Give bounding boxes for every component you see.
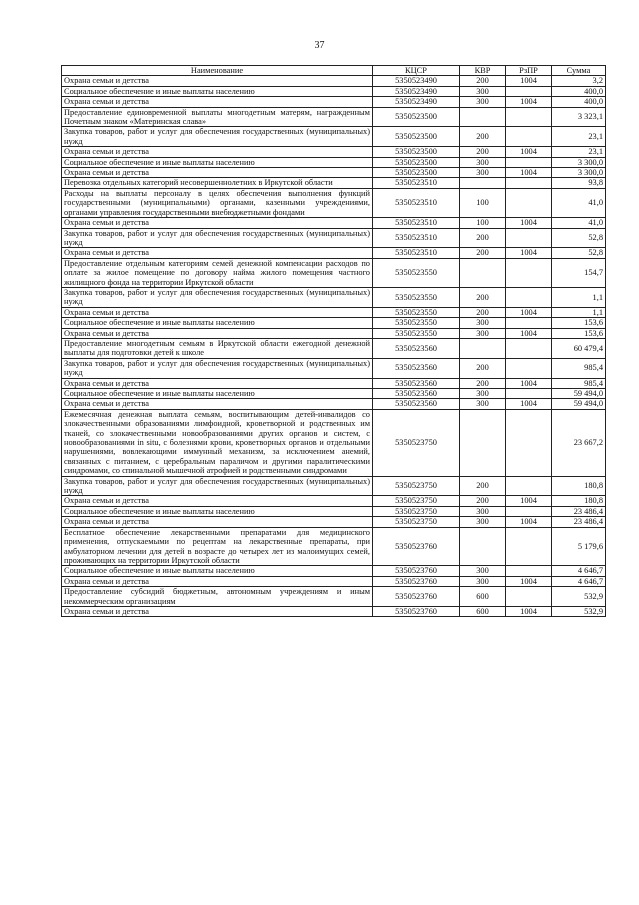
table-row [62,157,606,167]
cell-rzpr [506,86,552,96]
cell-name: Предоставление субсидий бюджетным, автономным учреждениям и иным некоммерческим организациям [62,587,373,607]
cell-kvr: 200 [460,76,506,86]
cell-name: Социальное обеспечение и иные выплаты населению [62,389,373,399]
cell-kvr: 100 [460,188,506,217]
cell-kvr: 300 [460,318,506,328]
cell-rzpr [506,178,552,188]
cell-sum: 400,0 [552,97,606,107]
cell-rzpr: 1004 [506,378,552,388]
cell-sum: 59 494,0 [552,389,606,399]
cell-kvr: 100 [460,218,506,228]
cell-sum: 5 179,6 [552,527,606,566]
table-row [62,506,606,516]
cell-kvr [460,178,506,188]
cell-kvr: 200 [460,228,506,248]
cell-name: Охрана семьи и детства [62,168,373,178]
cell-rzpr [506,107,552,127]
cell-kvr: 200 [460,307,506,317]
cell-rzpr [506,157,552,167]
table-row [62,496,606,506]
cell-name: Охрана семьи и детства [62,496,373,506]
cell-name: Расходы на выплаты персоналу в целях обеспечения выполнения функций государственными (муниципальными) органами, казенными учреждениями, органами управления государственными внебюджетными фондами [62,188,373,217]
cell-kvr: 200 [460,496,506,506]
cell-kcsr: 5350523490 [373,86,460,96]
table-body [62,76,606,617]
cell-rzpr: 1004 [506,168,552,178]
table-row [62,358,606,378]
cell-kcsr: 5350523560 [373,378,460,388]
column-header-sum: Сумма [552,66,606,76]
cell-sum: 23 667,2 [552,409,606,476]
cell-sum: 52,8 [552,228,606,248]
cell-rzpr [506,389,552,399]
cell-sum: 23,1 [552,127,606,147]
table-row [62,86,606,96]
table-row [62,409,606,476]
table-row [62,147,606,157]
table-row [62,127,606,147]
cell-kcsr: 5350523500 [373,157,460,167]
cell-kcsr: 5350523550 [373,287,460,307]
cell-kcsr: 5350523760 [373,566,460,576]
cell-kcsr: 5350523760 [373,606,460,616]
cell-name: Предоставление единовременной выплаты многодетным матерям, награжденным Почетным знаком «Материнская слава» [62,107,373,127]
cell-kvr: 300 [460,517,506,527]
cell-kvr: 300 [460,328,506,338]
cell-name: Охрана семьи и детства [62,248,373,258]
cell-rzpr [506,476,552,496]
cell-rzpr: 1004 [506,147,552,157]
cell-kvr: 200 [460,127,506,147]
cell-name: Охрана семьи и детства [62,218,373,228]
cell-sum: 1,1 [552,307,606,317]
cell-name: Социальное обеспечение и иные выплаты населению [62,157,373,167]
cell-name: Предоставление отдельным категориям семей денежной компенсации расходов по оплате за жилое помещение по договору найма жилого помещения частного жилищного фонда на территории Иркутской области [62,258,373,287]
table-row [62,248,606,258]
cell-rzpr: 1004 [506,328,552,338]
cell-rzpr: 1004 [506,496,552,506]
cell-name: Закупка товаров, работ и услуг для обеспечения государственных (муниципальных) нужд [62,127,373,147]
cell-kcsr: 5350523750 [373,476,460,496]
cell-sum: 4 646,7 [552,566,606,576]
cell-kcsr: 5350523550 [373,307,460,317]
cell-rzpr [506,506,552,516]
table-row [62,517,606,527]
cell-sum: 41,0 [552,218,606,228]
cell-rzpr: 1004 [506,517,552,527]
cell-sum: 41,0 [552,188,606,217]
cell-kcsr: 5350523760 [373,527,460,566]
cell-kcsr: 5350523500 [373,168,460,178]
cell-sum: 23 486,4 [552,506,606,516]
cell-sum: 153,6 [552,328,606,338]
cell-rzpr [506,258,552,287]
cell-name: Социальное обеспечение и иные выплаты населению [62,86,373,96]
cell-sum: 93,8 [552,178,606,188]
column-header-name: Наименование [62,66,373,76]
cell-sum: 985,4 [552,358,606,378]
cell-name: Ежемесячная денежная выплата семьям, воспитывающим детей-инвалидов со злокачественными образованиями лимфоидной, кроветворной и родственных им тканей, со злокачественными новообразованиями других органов и систем, с новообразованиями in situ, с болезнями крови, кроветворных органов и отдельными нарушениями, вовлекающими иммунный механизм, за исключением анемий, связанных с питанием, с церебральным параличом и другими паралитическими синдромами, со спинальной мышечной атрофией и родственными синдромами [62,409,373,476]
cell-sum: 1,1 [552,287,606,307]
cell-sum: 154,7 [552,258,606,287]
cell-sum: 180,8 [552,496,606,506]
table-row [62,287,606,307]
table-row [62,587,606,607]
cell-name: Закупка товаров, работ и услуг для обеспечения государственных (муниципальных) нужд [62,228,373,248]
table-row [62,107,606,127]
cell-rzpr: 1004 [506,307,552,317]
table-row [62,328,606,338]
table-row [62,228,606,248]
cell-name: Охрана семьи и детства [62,378,373,388]
cell-rzpr [506,228,552,248]
column-header-kvr: КВР [460,66,506,76]
table-row [62,476,606,496]
cell-sum: 60 479,4 [552,338,606,358]
cell-rzpr: 1004 [506,97,552,107]
cell-sum: 3 300,0 [552,157,606,167]
cell-kvr: 300 [460,168,506,178]
cell-kvr: 200 [460,358,506,378]
table-row [62,76,606,86]
cell-rzpr: 1004 [506,576,552,586]
cell-sum: 59 494,0 [552,399,606,409]
cell-kvr: 600 [460,606,506,616]
cell-kvr: 300 [460,399,506,409]
cell-name: Охрана семьи и детства [62,76,373,86]
cell-name: Охрана семьи и детства [62,97,373,107]
cell-name: Закупка товаров, работ и услуг для обеспечения государственных (муниципальных) нужд [62,358,373,378]
page-number: 37 [314,40,325,51]
cell-kvr [460,107,506,127]
cell-kcsr: 5350523510 [373,178,460,188]
table-row [62,178,606,188]
cell-kcsr: 5350523750 [373,517,460,527]
cell-rzpr [506,587,552,607]
cell-kcsr: 5350523560 [373,358,460,378]
cell-kcsr: 5350523560 [373,389,460,399]
cell-kvr: 300 [460,86,506,96]
cell-rzpr [506,318,552,328]
column-header-kcsr: КЦСР [373,66,460,76]
table-row [62,218,606,228]
cell-name: Охрана семьи и детства [62,147,373,157]
cell-kcsr: 5350523500 [373,147,460,157]
cell-sum: 4 646,7 [552,576,606,586]
cell-name: Охрана семьи и детства [62,606,373,616]
cell-kcsr: 5350523490 [373,97,460,107]
cell-rzpr [506,338,552,358]
cell-kvr: 300 [460,157,506,167]
cell-kcsr: 5350523550 [373,258,460,287]
cell-kvr [460,527,506,566]
table-row [62,318,606,328]
cell-kvr [460,409,506,476]
table-row [62,399,606,409]
cell-sum: 400,0 [552,86,606,96]
cell-kcsr: 5350523760 [373,587,460,607]
cell-sum: 180,8 [552,476,606,496]
cell-name: Бесплатное обеспечение лекарственными препаратами для медицинского применения, отпускаемыми по рецептам на лекарственные препараты, при амбулаторном лечении для детей в возрасте до четырех лет из малоимущих семей, проживающих на территории Иркутской области [62,527,373,566]
table-row [62,258,606,287]
table-row [62,188,606,217]
cell-name: Социальное обеспечение и иные выплаты населению [62,506,373,516]
cell-rzpr: 1004 [506,218,552,228]
cell-kcsr: 5350523560 [373,399,460,409]
cell-name: Охрана семьи и детства [62,576,373,586]
cell-sum: 3 323,1 [552,107,606,127]
cell-rzpr [506,358,552,378]
cell-rzpr [506,409,552,476]
cell-rzpr [506,188,552,217]
cell-rzpr: 1004 [506,248,552,258]
cell-name: Предоставление многодетным семьям в Иркутской области ежегодной денежной выплаты для подготовки детей к школе [62,338,373,358]
cell-kcsr: 5350523490 [373,76,460,86]
cell-kvr: 200 [460,248,506,258]
cell-name: Охрана семьи и детства [62,328,373,338]
cell-kvr: 300 [460,576,506,586]
cell-rzpr [506,287,552,307]
cell-rzpr: 1004 [506,606,552,616]
table-row [62,378,606,388]
cell-kvr [460,338,506,358]
cell-rzpr [506,127,552,147]
cell-rzpr [506,527,552,566]
cell-name: Закупка товаров, работ и услуг для обеспечения государственных (муниципальных) нужд [62,287,373,307]
cell-kvr [460,258,506,287]
cell-name: Охрана семьи и детства [62,307,373,317]
cell-name: Охрана семьи и детства [62,517,373,527]
table-row [62,576,606,586]
cell-kcsr: 5350523750 [373,506,460,516]
cell-name: Закупка товаров, работ и услуг для обеспечения государственных (муниципальных) нужд [62,476,373,496]
cell-rzpr: 1004 [506,399,552,409]
cell-name: Социальное обеспечение и иные выплаты населению [62,566,373,576]
cell-sum: 52,8 [552,248,606,258]
cell-sum: 23 486,4 [552,517,606,527]
cell-kcsr: 5350523510 [373,218,460,228]
cell-kcsr: 5350523550 [373,318,460,328]
cell-name: Охрана семьи и детства [62,399,373,409]
table-row [62,606,606,616]
table-row [62,168,606,178]
table-row [62,527,606,566]
cell-kvr: 200 [460,476,506,496]
cell-kcsr: 5350523510 [373,248,460,258]
table-row [62,307,606,317]
cell-kcsr: 5350523760 [373,576,460,586]
cell-name: Перевозка отдельных категорий несовершеннолетних в Иркутской области [62,178,373,188]
cell-kcsr: 5350523750 [373,496,460,506]
table-row [62,566,606,576]
cell-sum: 985,4 [552,378,606,388]
cell-name: Социальное обеспечение и иные выплаты населению [62,318,373,328]
cell-rzpr: 1004 [506,76,552,86]
cell-kvr: 300 [460,97,506,107]
cell-kvr: 200 [460,287,506,307]
cell-kvr: 600 [460,587,506,607]
cell-kvr: 200 [460,378,506,388]
cell-sum: 23,1 [552,147,606,157]
cell-kcsr: 5350523500 [373,127,460,147]
cell-kvr: 300 [460,506,506,516]
cell-kcsr: 5350523500 [373,107,460,127]
header-row [62,66,606,76]
table-header [62,66,606,76]
cell-kvr: 300 [460,566,506,576]
cell-rzpr [506,566,552,576]
cell-kcsr: 5350523750 [373,409,460,476]
cell-kcsr: 5350523560 [373,338,460,358]
cell-kcsr: 5350523510 [373,188,460,217]
cell-sum: 532,9 [552,606,606,616]
table-row [62,338,606,358]
cell-kcsr: 5350523510 [373,228,460,248]
cell-sum: 153,6 [552,318,606,328]
cell-kcsr: 5350523550 [373,328,460,338]
cell-sum: 3 300,0 [552,168,606,178]
cell-sum: 532,9 [552,587,606,607]
cell-sum: 3,2 [552,76,606,86]
cell-kvr: 300 [460,389,506,399]
budget-table [61,65,606,617]
cell-kvr: 200 [460,147,506,157]
table-row [62,97,606,107]
column-header-rzpr: РзПР [506,66,552,76]
table-row [62,389,606,399]
